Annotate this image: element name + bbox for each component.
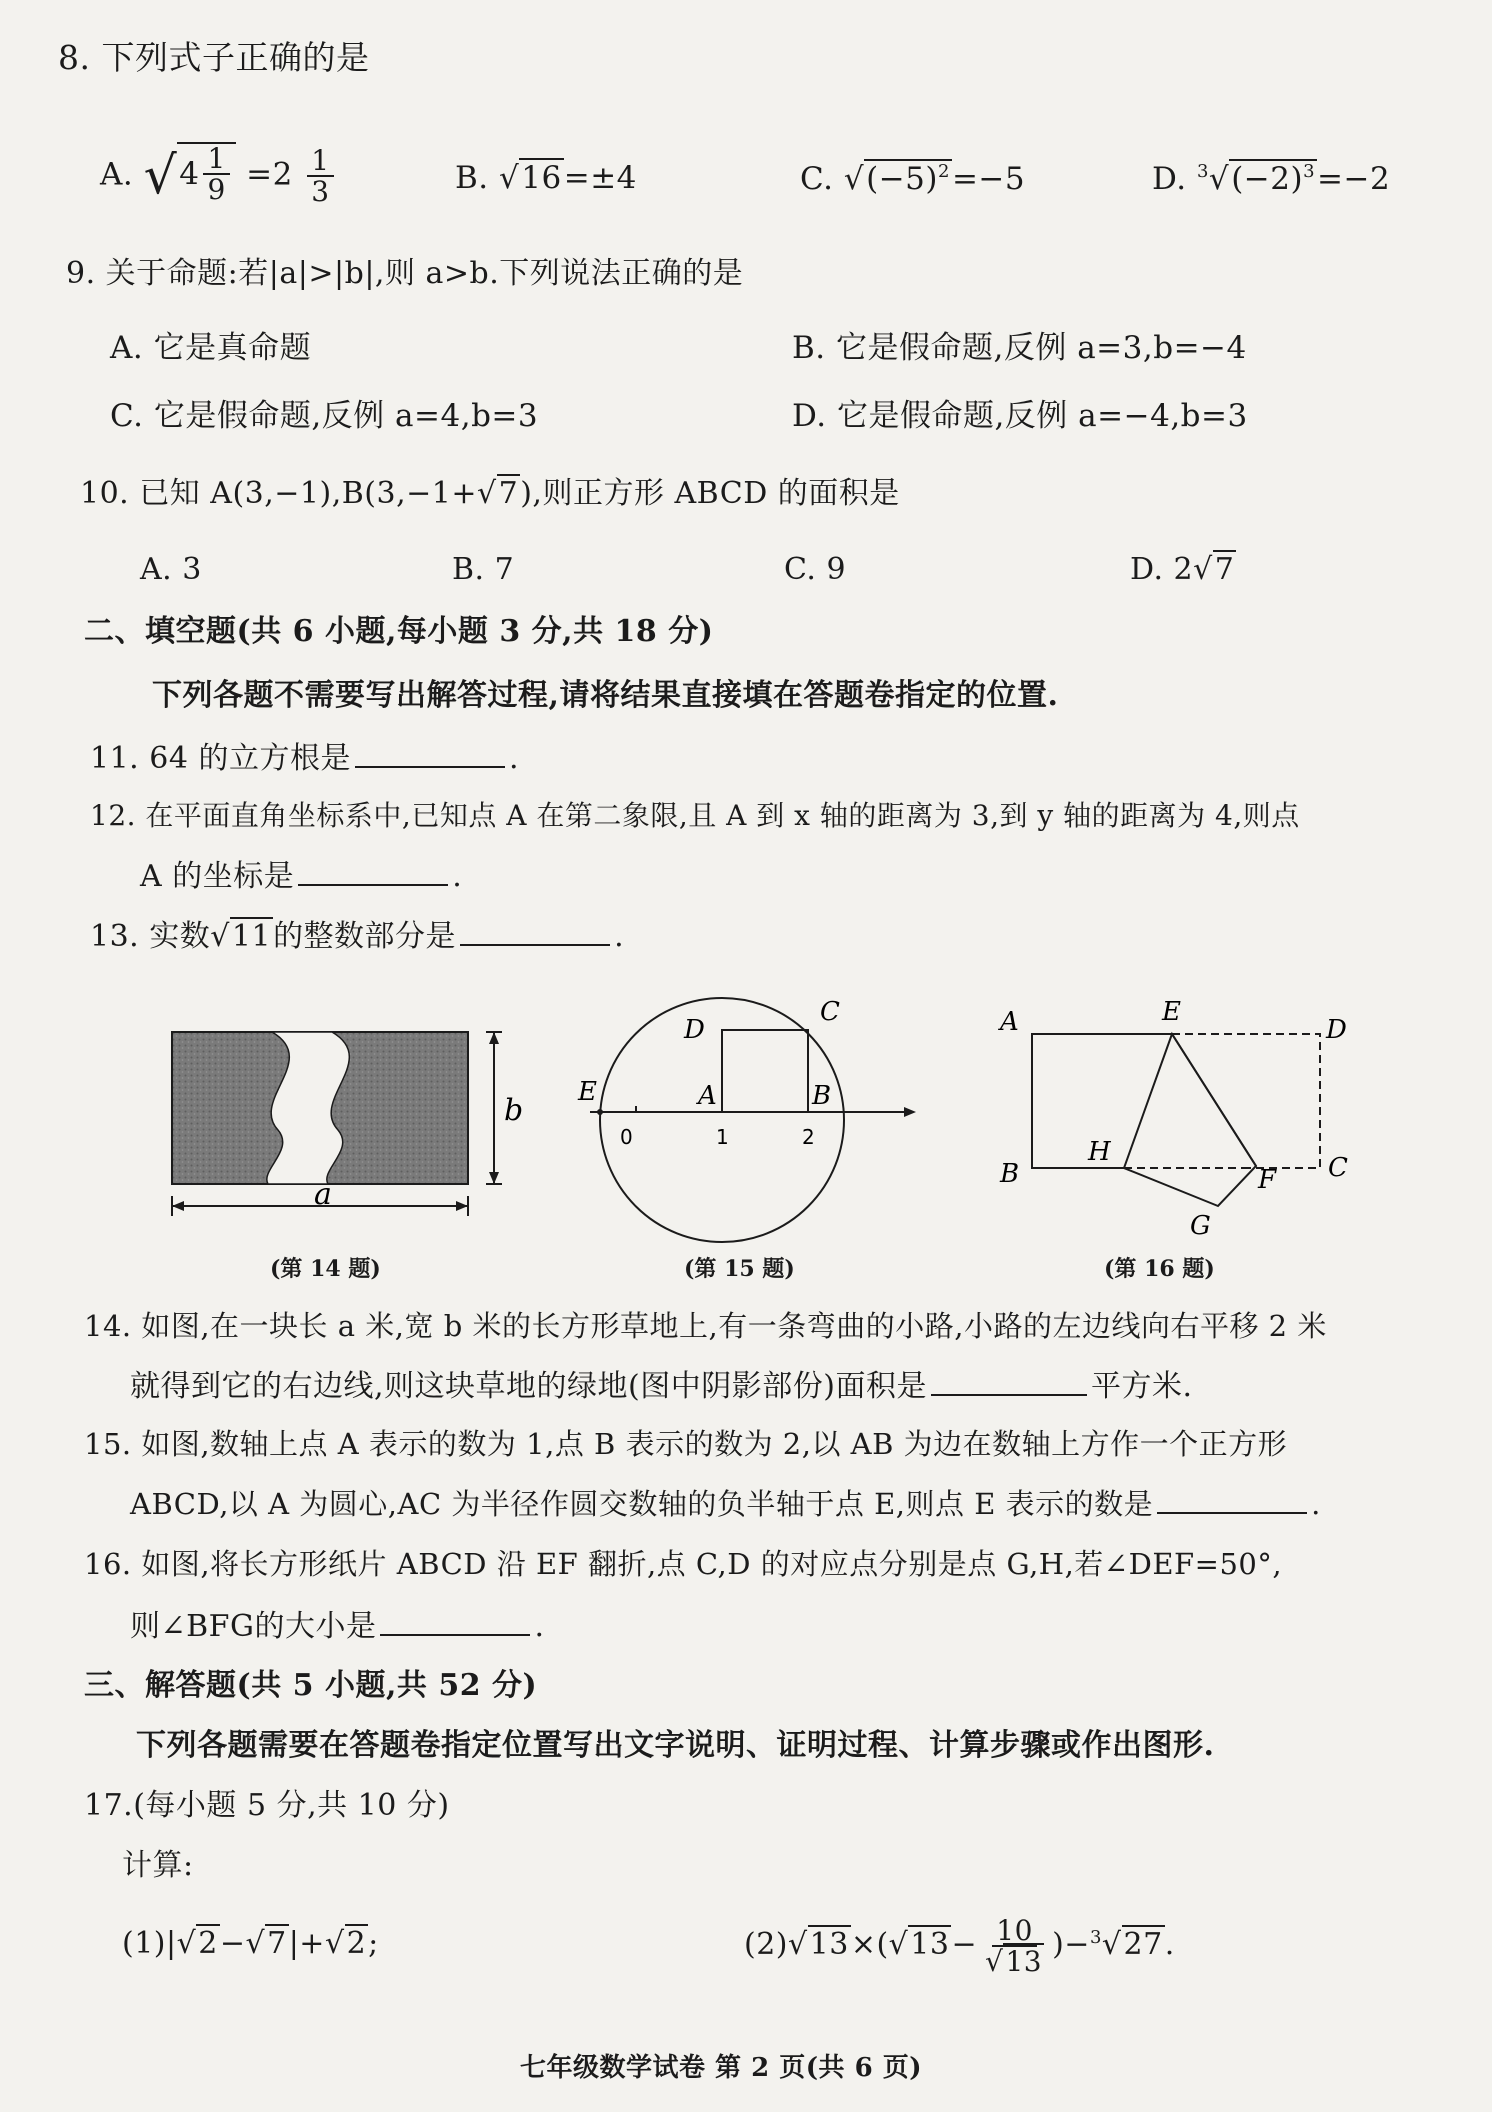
frac-den: 3: [311, 174, 330, 208]
label-f: F: [1258, 1165, 1277, 1195]
option-label: A.: [100, 156, 134, 193]
expr: (2): [744, 1927, 788, 1962]
label-c: C: [1328, 1153, 1348, 1183]
question-text: A 的坐标是: [140, 859, 295, 894]
figure-14: [160, 1020, 540, 1240]
radicand: 11: [231, 919, 272, 954]
option-label: D.: [1152, 161, 1187, 197]
question-text: 就得到它的右边线,则这块草地的绿地(图中阴影部份)面积是: [130, 1369, 927, 1404]
question-8-stem: 8. 下列式子正确的是: [58, 38, 370, 77]
question-10-option-d: D. 2√7: [1130, 552, 1235, 587]
figure-15: [560, 990, 940, 1250]
label-e: E: [1162, 997, 1181, 1027]
label-a: A: [698, 1081, 717, 1111]
radicand: 13: [809, 1927, 849, 1962]
expr: (1)|: [122, 1926, 177, 1961]
tick-1: 1: [716, 1125, 729, 1149]
answer-blank: [298, 856, 448, 886]
figure-14-caption: (第 14 题): [270, 1256, 381, 1282]
rectangle-folded: [1172, 1034, 1320, 1168]
answer-blank: [1157, 1484, 1307, 1514]
folded-flap: [1124, 1034, 1256, 1206]
question-text: 则∠BFG的大小是: [130, 1609, 377, 1644]
root-index: 3: [1089, 1927, 1102, 1948]
frac-num: 1: [307, 146, 333, 177]
radicand: (−2): [1231, 161, 1304, 197]
punct: .: [534, 1609, 545, 1644]
radicand: (−5): [866, 161, 938, 197]
question-9-option-c: C. 它是假命题,反例 a=4,b=3: [110, 398, 539, 434]
option-label: B.: [455, 160, 489, 196]
question-10-stem: 10. 已知 A(3,−1),B(3,−1+√7),则正方形 ABCD 的面积是: [80, 476, 900, 511]
rhs-int: =2: [246, 156, 293, 193]
question-12-line-1: 12. 在平面直角坐标系中,已知点 A 在第二象限,且 A 到 x 轴的距离为 3,到 y 轴的距离为 4,则点: [90, 799, 1300, 832]
question-text: 11. 64 的立方根是: [90, 741, 351, 776]
expr: −: [951, 1927, 978, 1962]
question-8-option-c: C. $√(-5)^2=-5$: [800, 161, 1026, 197]
frac-den: 9: [207, 173, 226, 207]
question-text: ABCD,以 A 为圆心,AC 为半径作圆交数轴的负半轴于点 E,则点 E 表示的数是: [130, 1487, 1154, 1521]
question-10-option-c: C. 9: [784, 552, 847, 587]
section-2-title: 二、填空题(共 6 小题,每小题 3 分,共 18 分): [84, 614, 714, 649]
frac-num: 10: [992, 1916, 1037, 1947]
radicand: 7: [498, 476, 519, 511]
question-text: 平方米.: [1090, 1369, 1193, 1404]
exponent: 2: [937, 161, 950, 182]
question-10-option-b: B. 7: [452, 552, 515, 587]
question-8-option-d: D. $^3√(-2)^3=-2$: [1152, 161, 1391, 197]
tick-2: 2: [802, 1125, 815, 1149]
question-9-option-d: D. 它是假命题,反例 a=−4,b=3: [792, 398, 1248, 434]
label-a: A: [1000, 1007, 1019, 1037]
section-2-note: 下列各题不需要写出解答过程,请将结果直接填在答题卷指定的位置.: [152, 678, 1059, 713]
crease-ef: [1172, 1034, 1256, 1166]
punct: .: [614, 919, 625, 954]
exponent: 3: [1303, 161, 1316, 182]
label-d: D: [1326, 1015, 1347, 1045]
question-16-line-1: 16. 如图,将长方形纸片 ABCD 沿 EF 翻折,点 C,D 的对应点分别是点 G,H,若∠DEF=50°,: [84, 1547, 1283, 1581]
label-e: E: [578, 1077, 597, 1107]
question-text: 的整数部分是: [273, 919, 457, 954]
root-index: 3: [1196, 161, 1209, 182]
figure-16-caption: (第 16 题): [1104, 1256, 1215, 1282]
mixed-int: 4: [179, 156, 200, 193]
page-footer: 七年级数学试卷 第 2 页(共 6 页): [520, 2053, 923, 2083]
stem-text: ),则正方形 ABCD 的面积是: [520, 476, 900, 511]
radicand: 16: [521, 160, 562, 196]
rhs: =−2: [1317, 161, 1391, 197]
question-12-line-2: [140, 856, 462, 897]
question-9-option-b: B. 它是假命题,反例 a=3,b=−4: [792, 330, 1247, 366]
radicand: 13: [910, 1927, 950, 1962]
figure-15-caption: (第 15 题): [684, 1256, 795, 1282]
question-17-head: 17.(每小题 5 分,共 10 分): [84, 1788, 450, 1823]
label-b: B: [812, 1081, 832, 1111]
punct: .: [508, 741, 520, 776]
answer-blank: [380, 1606, 530, 1636]
question-11: [90, 738, 519, 779]
radicand: 13: [1005, 1945, 1043, 1978]
expr: −: [219, 1926, 246, 1961]
frac-num: 1: [203, 144, 229, 175]
answer-blank: [460, 916, 610, 946]
question-9-option-a: A. 它是真命题: [110, 330, 312, 366]
rhs: =−5: [951, 161, 1026, 197]
radicand: 2: [198, 1926, 218, 1961]
radicand: 27: [1123, 1927, 1163, 1962]
question-17-part-1: (1)|√2−√7|+√2;: [122, 1926, 379, 1961]
option-text: D. 2: [1130, 552, 1194, 587]
answer-blank: [355, 738, 505, 768]
expr: ×(: [850, 1927, 889, 1962]
punct: .: [1311, 1487, 1321, 1521]
question-10-option-a: A. 3: [140, 552, 202, 587]
question-16-line-2: [130, 1606, 545, 1647]
label-a: a: [314, 1177, 332, 1212]
label-b: B: [1000, 1159, 1020, 1189]
question-13: 13. 实数√11的整数部分是 .: [90, 916, 624, 957]
question-9-stem: 9. 关于命题:若|a|>|b|,则 a>b.下列说法正确的是: [66, 256, 744, 291]
answer-blank: [931, 1366, 1087, 1396]
figure-16: [980, 990, 1380, 1250]
label-b: b: [504, 1093, 524, 1128]
expr: )−: [1052, 1927, 1090, 1962]
question-text: 13. 实数: [90, 919, 211, 954]
question-17-calc: 计算:: [122, 1848, 194, 1883]
label-g: G: [1190, 1211, 1211, 1241]
label-d: D: [684, 1015, 705, 1045]
question-15-line-2: [130, 1484, 1321, 1524]
section-3-note: 下列各题需要在答题卷指定位置写出文字说明、证明过程、计算步骤或作出图形.: [136, 1728, 1215, 1763]
section-3-title: 三、解答题(共 5 小题,共 52 分): [84, 1668, 538, 1703]
question-8-option-b: B. √16=±4: [455, 160, 637, 196]
tick-0: 0: [620, 1125, 633, 1149]
square-abcd: [722, 1030, 808, 1112]
question-15-line-1: 15. 如图,数轴上点 A 表示的数为 1,点 B 表示的数为 2,以 AB 为边在数轴上方作一个正方形: [84, 1427, 1288, 1461]
option-label: C.: [800, 161, 834, 197]
question-14-line-1: 14. 如图,在一块长 a 米,宽 b 米的长方形草地上,有一条弯曲的小路,小路的左边线向右平移 2 米: [84, 1309, 1327, 1343]
question-8-option-a: A. √ 4 $\frac{1}{9}$ =2 $\frac{1}{3}$: [100, 142, 338, 206]
radicand: 7: [1214, 552, 1235, 587]
punct: .: [1164, 1927, 1175, 1962]
rhs: =±4: [563, 160, 637, 196]
question-14-line-2: [130, 1366, 1193, 1407]
label-c: C: [820, 997, 840, 1027]
stem-text: 10. 已知 A(3,−1),B(3,−1+: [80, 476, 477, 511]
label-h: H: [1088, 1137, 1111, 1167]
question-17-part-2: (2)√13×(√13− $\frac{10}{√13}$ )−$^3$√27.: [744, 1913, 1175, 1978]
punct: ;: [368, 1926, 379, 1961]
radicand: 7: [267, 1926, 287, 1961]
expr: |+: [288, 1926, 325, 1961]
punct: .: [452, 859, 463, 894]
radicand: 2: [346, 1926, 367, 1961]
